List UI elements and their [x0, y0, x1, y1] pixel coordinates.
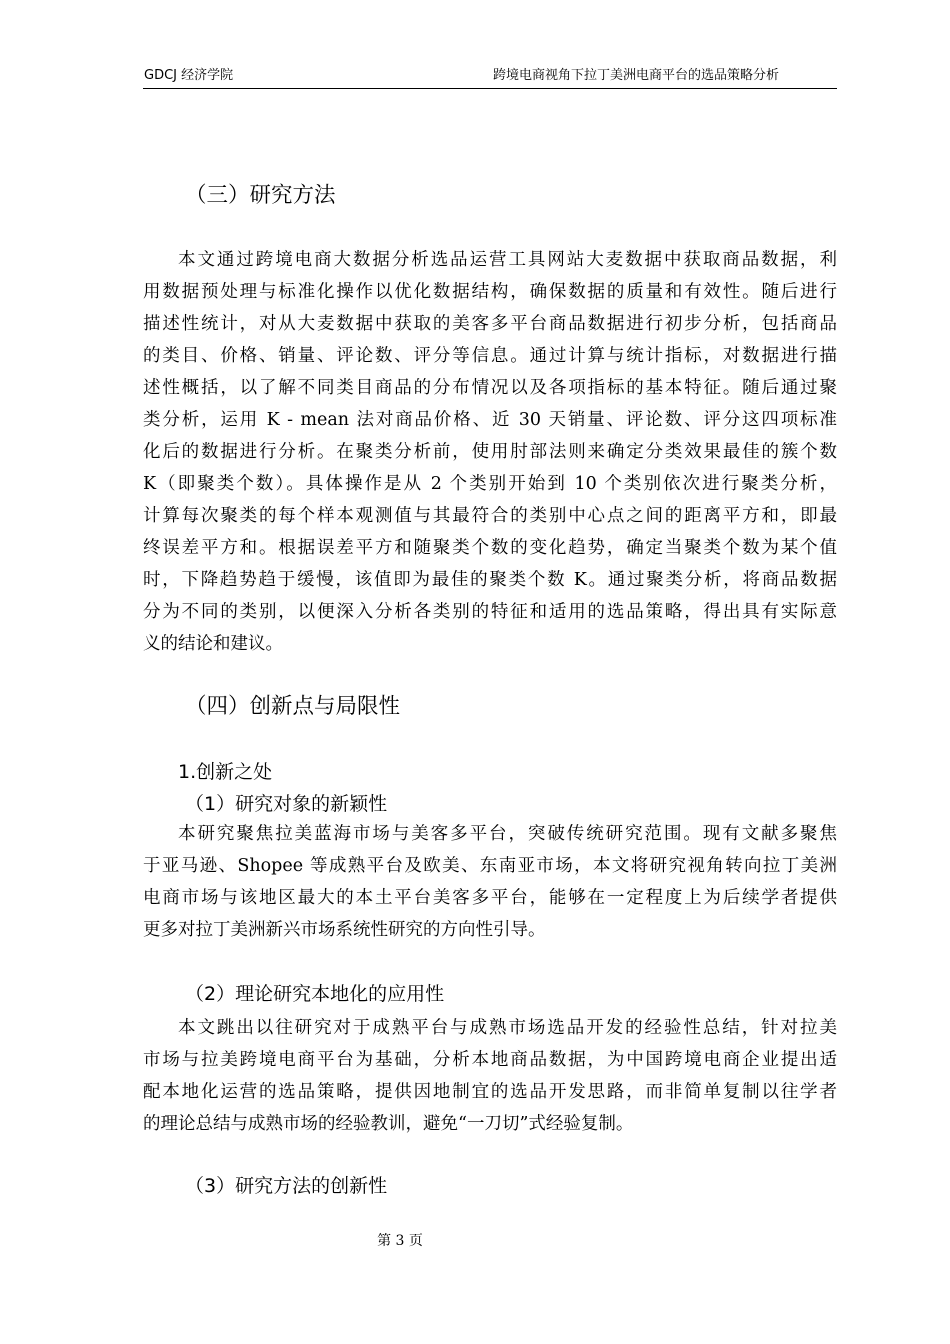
section-3-heading: （三）研究方法 — [185, 183, 336, 208]
page-number: 第 3 页 — [377, 1233, 423, 1249]
paragraph-line: 本研究聚焦拉美蓝海市场与美客多平台，突破传统研究范围。现有文献多聚焦 — [178, 824, 837, 844]
innovation-title: 1.创新之处 — [178, 761, 273, 783]
section-4-heading: （四）创新点与局限性 — [185, 694, 401, 719]
innovation-item-3-title: （3）研究方法的创新性 — [185, 1175, 388, 1197]
paragraph-line: K（即聚类个数）。具体操作是从 2 个类别开始到 10 个类别依次进行聚类分析， — [143, 474, 837, 494]
paragraph-line: 述性概括，以了解不同类目商品的分布情况以及各项指标的基本特征。随后通过聚 — [143, 378, 837, 398]
paragraph-line: 本文跳出以往研究对于成熟平台与成熟市场选品开发的经验性总结，针对拉美 — [178, 1018, 837, 1038]
paragraph-line: 的理论总结与成熟市场的经验教训，避免“一刀切”式经验复制。 — [143, 1114, 634, 1134]
header-institution: GDCJ 经济学院 — [144, 68, 234, 83]
paragraph-line: 类分析，运用 K - mean 法对商品价格、近 30 天销量、评论数、评分这四项标准 — [143, 410, 837, 430]
paragraph-line: 描述性统计，对从大麦数据中获取的美客多平台商品数据进行初步分析，包括商品 — [143, 314, 837, 334]
paragraph-line: 电商市场与该地区最大的本土平台美客多平台，能够在一定程度上为后续学者提供 — [143, 888, 837, 908]
paragraph-line: 化后的数据进行分析。在聚类分析前，使用肘部法则来确定分类效果最佳的簇个数 — [143, 442, 837, 462]
paragraph-line: 市场与拉美跨境电商平台为基础，分析本地商品数据，为中国跨境电商企业提出适 — [143, 1050, 837, 1070]
paragraph-line: 义的结论和建议。 — [143, 634, 283, 654]
page-header — [143, 66, 837, 89]
section-3-paragraph — [143, 244, 837, 660]
paragraph-line: 计算每次聚类的每个样本观测值与其最符合的类别中心点之间的距离平方和，即最 — [143, 506, 837, 526]
paragraph-line: 更多对拉丁美洲新兴市场系统性研究的方向性引导。 — [143, 920, 546, 940]
paragraph-line: 用数据预处理与标准化操作以优化数据结构，确保数据的质量和有效性。随后进行 — [143, 282, 837, 302]
paragraph-line: 终误差平方和。根据误差平方和随聚类个数的变化趋势，确定当聚类个数为某个值 — [143, 538, 837, 558]
innovation-item-1-title: （1）研究对象的新颖性 — [185, 793, 388, 815]
innovation-item-2-paragraph — [143, 1012, 837, 1140]
paragraph-line: 配本地化运营的选品策略，提供因地制宜的选品开发思路，而非简单复制以往学者 — [143, 1082, 837, 1102]
paragraph-line: 本文通过跨境电商大数据分析选品运营工具网站大麦数据中获取商品数据，利 — [178, 250, 837, 270]
paragraph-line: 的类目、价格、销量、评论数、评分等信息。通过计算与统计指标，对数据进行描 — [143, 346, 837, 366]
paragraph-line: 于亚马逊、Shopee 等成熟平台及欧美、东南亚市场，本文将研究视角转向拉丁美洲 — [143, 856, 837, 876]
innovation-item-1-paragraph — [143, 818, 837, 946]
header-document-title: 跨境电商视角下拉丁美洲电商平台的选品策略分析 — [492, 68, 779, 83]
paragraph-line: 时，下降趋势趋于缓慢，该值即为最佳的聚类个数 K。通过聚类分析，将商品数据 — [143, 570, 837, 590]
innovation-item-2-title: （2）理论研究本地化的应用性 — [185, 983, 445, 1005]
paragraph-line: 分为不同的类别，以便深入分析各类别的特征和适用的选品策略，得出具有实际意 — [143, 602, 837, 622]
